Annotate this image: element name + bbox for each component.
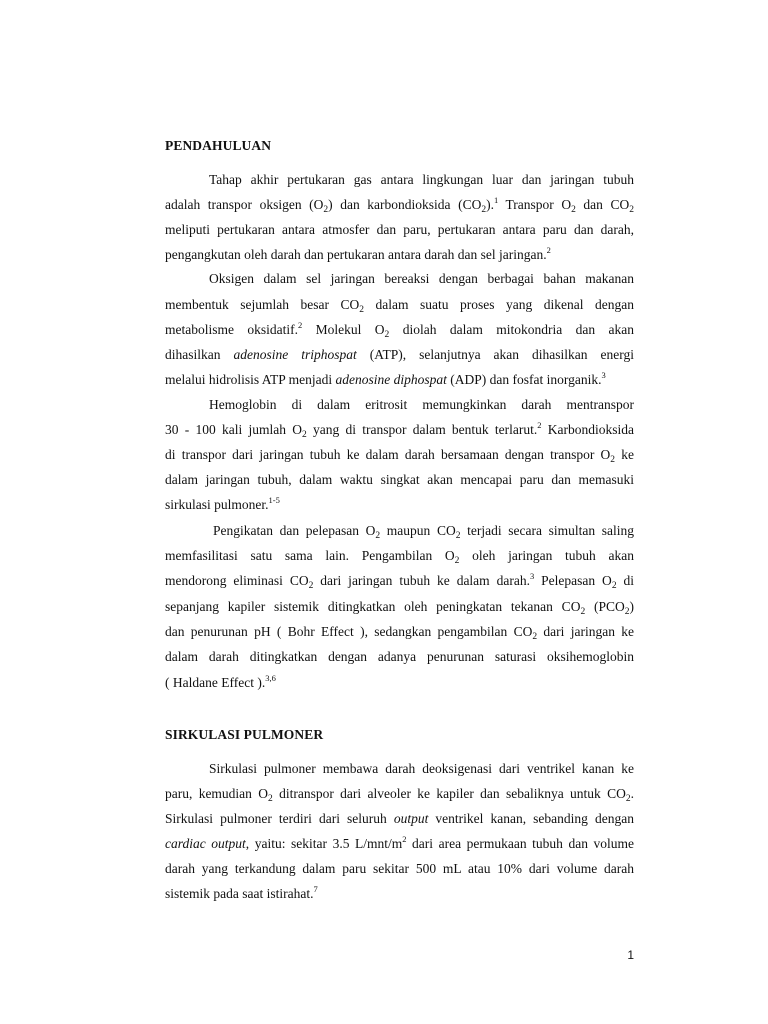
p3-line-5: sirkulasi pulmoner.$^{1-5}$: [165, 495, 280, 512]
p4-line-1: Pengikatan dan pelepasan $O_2$ maupun $CO_2$ terjadi secara simultan saling: [213, 523, 634, 541]
p2-line-1: Oksigen dalam sel jaringan bereaksi dengan berbagai bahan makanan: [209, 271, 634, 286]
p3-line-2: 30 - 100 kali jumlah $O_2$ yang di transpor dalam bentuk terlarut.$^2$ Karbondioksida: [165, 420, 635, 440]
p2-line-4: dihasilkan adenosine triphospat (ATP), selanjutnya akan dihasilkan energi: [165, 347, 634, 362]
p5-line-3: Sirkulasi pulmoner terdiri dari seluruh output ventrikel kanan, sebanding dengan: [165, 811, 634, 826]
p3-line-3: di transpor dari jaringan tubuh ke dalam darah bersamaan dengan transpor $O_2$ ke: [165, 447, 634, 465]
p5-line-4: cardiac output, yaitu: sekitar 3.5 $L/mnt/m^2$ dari area permukaan tubuh dan volume: [165, 834, 634, 851]
p2-line-3: metabolisme oksidatif.$^2$ Molekul $O_2$ diolah dalam mitokondria dan akan: [165, 320, 634, 340]
p2-line-2: membentuk sejumlah besar $CO_2$ dalam suatu proses yang dikenal dengan: [165, 297, 634, 315]
p5-line-2: paru, kemudian $O_2$ ditranspor dari alveoler ke kapiler dan sebaliknya untuk $CO_2$.: [165, 786, 634, 804]
p4-line-5: dan penurunan pH ( Bohr Effect ), sedangkan pengambilan $CO_2$ dari jaringan ke: [165, 624, 634, 642]
p4-line-4: sepanjang kapiler sistemik ditingkatkan oleh peningkatan tekanan $CO_2$ $(PCO_2)$: [165, 599, 634, 617]
p2-line-5: melalui hidrolisis ATP menjadi adenosine diphospat (ADP) dan fosfat inorganik.$^3$: [165, 370, 606, 387]
p3-line-1: Hemoglobin di dalam eritrosit memungkinkan darah mentranspor: [209, 397, 634, 412]
heading-sirkulasi-pulmoner: SIRKULASI PULMONER: [165, 727, 324, 742]
p5-line-1: Sirkulasi pulmoner membawa darah deoksigenasi dari ventrikel kanan ke: [209, 761, 634, 776]
p1-line-1: Tahap akhir pertukaran gas antara lingkungan luar dan jaringan tubuh: [209, 172, 634, 187]
p3-line-4: dalam jaringan tubuh, dalam waktu singkat akan mencapai paru dan memasuki: [165, 472, 634, 487]
p4-line-3: mendorong eliminasi $CO_2$ dari jaringan tubuh ke dalam darah.$^3$ Pelepasan $O_2$ di: [165, 571, 634, 591]
p1-line-4: pengangkutan oleh darah dan pertukaran antara darah dan sel jaringan.$^2$: [165, 245, 551, 262]
p4-line-2: memfasilitasi satu sama lain. Pengambilan $O_2$ oleh jaringan tubuh akan: [165, 548, 634, 566]
p4-line-7: ( Haldane Effect ).$^{3,6}$: [165, 673, 276, 690]
p1-line-2: adalah transpor oksigen $(O_2)$ dan karbondioksida $(CO_2).^1$ Transpor $O_2$ dan $CO_2$: [165, 195, 634, 215]
p5-line-5: darah yang terkandung dalam paru sekitar 500 mL atau 10% dari volume darah: [165, 861, 634, 876]
page-number: 1: [627, 948, 634, 962]
p4-line-6: dalam darah ditingkatkan dengan adanya penurunan saturasi oksihemoglobin: [165, 649, 634, 664]
p5-line-6: sistemik pada saat istirahat.$^7$: [165, 884, 318, 901]
p1-line-3: meliputi pertukaran antara atmosfer dan paru, pertukaran antara paru dan darah,: [165, 222, 634, 237]
heading-pendahuluan: PENDAHULUAN: [165, 138, 272, 153]
